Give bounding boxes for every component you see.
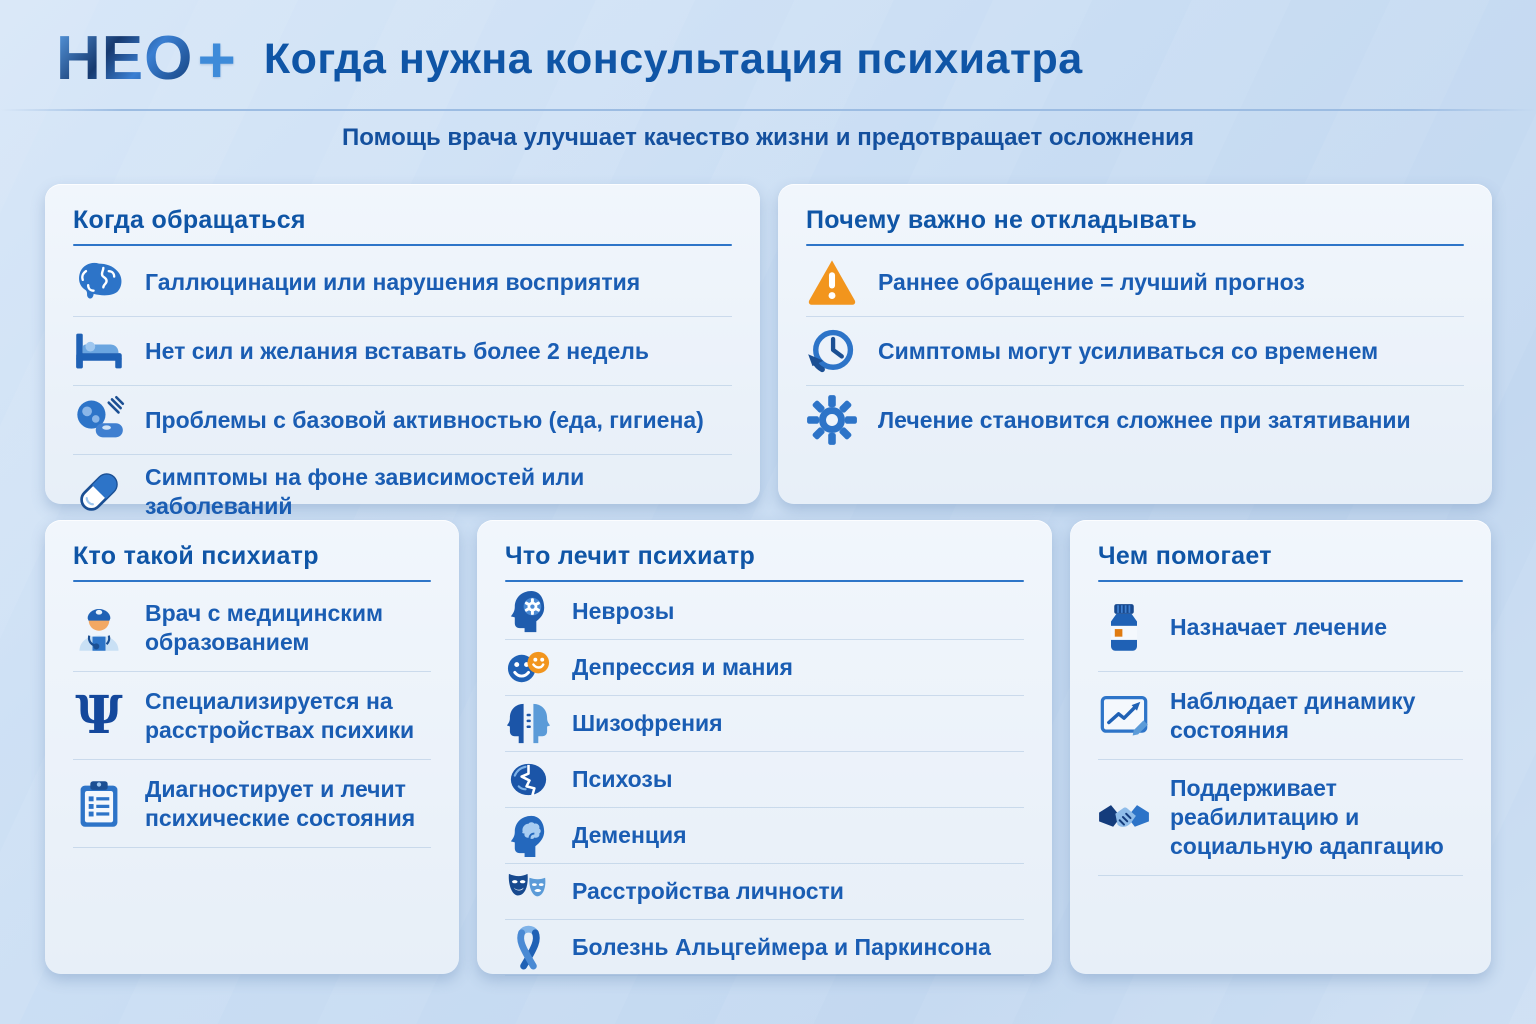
item-label: Проблемы с базовой активностью (еда, гигиена) <box>145 406 704 433</box>
list-item <box>505 920 1024 976</box>
bed-icon <box>73 325 125 377</box>
item-label: Поддерживает реабилитацию и социальную адапгацию <box>1170 775 1444 859</box>
list-item <box>505 584 1024 640</box>
item-label: Наблюдает динамику состояния <box>1170 687 1416 743</box>
page-title: Когда нужна консультация психиатра <box>263 34 1083 83</box>
handshake-icon <box>1098 791 1150 843</box>
page-subtitle: Помощь врача улучшает качество жизни и предотвращает осложнения <box>342 124 1194 151</box>
masks-icon <box>505 868 552 915</box>
clipboard-icon <box>73 778 125 830</box>
card-item-list <box>73 584 431 848</box>
logo-text: НЕО <box>56 24 194 93</box>
faces-icon <box>505 644 552 691</box>
list-item <box>73 760 431 848</box>
card-item-list <box>505 584 1024 976</box>
card-item-list <box>806 248 1464 454</box>
plus-icon: + <box>197 22 236 96</box>
list-item <box>505 864 1024 920</box>
split-head-icon <box>505 700 552 747</box>
item-label: Врач с медицинским образованием <box>145 599 383 655</box>
brain-crack-icon <box>505 756 552 803</box>
item-label: Психозы <box>572 766 673 793</box>
item-label: Назначает лечение <box>1170 614 1388 641</box>
bottom-row <box>0 520 1536 974</box>
card-title-underline <box>73 244 732 246</box>
card-how-helps <box>1070 520 1491 974</box>
item-label: Деменция <box>572 822 687 849</box>
card-item-list <box>73 248 732 529</box>
item-label: Расстройства личности <box>572 878 844 905</box>
doctor-icon <box>73 602 125 654</box>
list-item <box>505 696 1024 752</box>
card-title-underline <box>806 244 1464 246</box>
head-gear-icon <box>505 588 552 635</box>
head-brain-icon <box>505 812 552 859</box>
gear-icon <box>806 394 858 446</box>
list-item <box>1098 672 1463 760</box>
card-title-underline <box>1098 580 1463 582</box>
list-item <box>73 455 732 529</box>
item-label: Галлюцинации или нарушения восприятия <box>145 268 641 295</box>
card-who-is-psychiatrist <box>45 520 459 974</box>
list-item <box>1098 584 1463 672</box>
list-item <box>505 752 1024 808</box>
clock-history-icon <box>806 325 858 377</box>
psi-icon: Ψ <box>75 684 123 746</box>
list-item <box>73 317 732 386</box>
card-title: Кто такой психиатр <box>73 542 319 570</box>
item-label: Депрессия и мания <box>572 654 793 681</box>
card-title: Чем помогает <box>1098 542 1272 570</box>
list-item <box>73 386 732 455</box>
list-item <box>505 808 1024 864</box>
card-title: Что лечит психиатр <box>505 542 756 570</box>
warning-icon <box>806 256 858 308</box>
list-item <box>806 386 1464 454</box>
item-label: Раннее обращение = лучший прогноз <box>878 268 1305 295</box>
item-label: Симптомы могут усиливаться со временем <box>878 337 1379 364</box>
item-label: Диагностирует и лечит психические состояния <box>145 775 416 831</box>
item-label: Специализируется на расстройствах психики <box>145 687 415 743</box>
card-title-underline <box>73 580 431 582</box>
header-divider <box>0 109 1536 111</box>
top-row <box>0 184 1536 519</box>
item-label: Болезнь Альцгеймера и Паркинсона <box>572 934 991 961</box>
header <box>0 0 1536 96</box>
card-what-psychiatrist-treats <box>477 520 1052 974</box>
list-item <box>806 317 1464 386</box>
list-item <box>73 584 431 672</box>
list-item <box>806 248 1464 317</box>
card-why-not-delay <box>778 184 1492 504</box>
brain-icon <box>73 256 125 308</box>
card-when-to-seek-help <box>45 184 760 519</box>
card-title: Когда обращаться <box>73 206 306 234</box>
food-icon <box>73 394 125 446</box>
ribbon-icon <box>505 924 552 971</box>
item-label: Лечение становится сложнее при затятивании <box>878 406 1411 433</box>
list-item <box>73 672 431 760</box>
neo-plus-logo <box>56 22 236 96</box>
item-label: Неврозы <box>572 598 675 625</box>
item-label: Симптомы на фоне зависимостей или заболеваний <box>145 464 585 519</box>
list-item <box>1098 760 1463 876</box>
list-item <box>505 640 1024 696</box>
list-item <box>73 248 732 317</box>
item-label: Нет сил и желания вставать более 2 недель <box>145 337 650 364</box>
pill-icon <box>73 466 125 518</box>
item-label: Шизофрения <box>572 710 723 737</box>
card-title-underline <box>505 580 1024 582</box>
card-title: Почему важно не откладывать <box>806 206 1198 234</box>
chart-icon <box>1098 690 1150 742</box>
card-item-list <box>1098 584 1463 876</box>
medicine-bottle-icon <box>1098 602 1150 654</box>
